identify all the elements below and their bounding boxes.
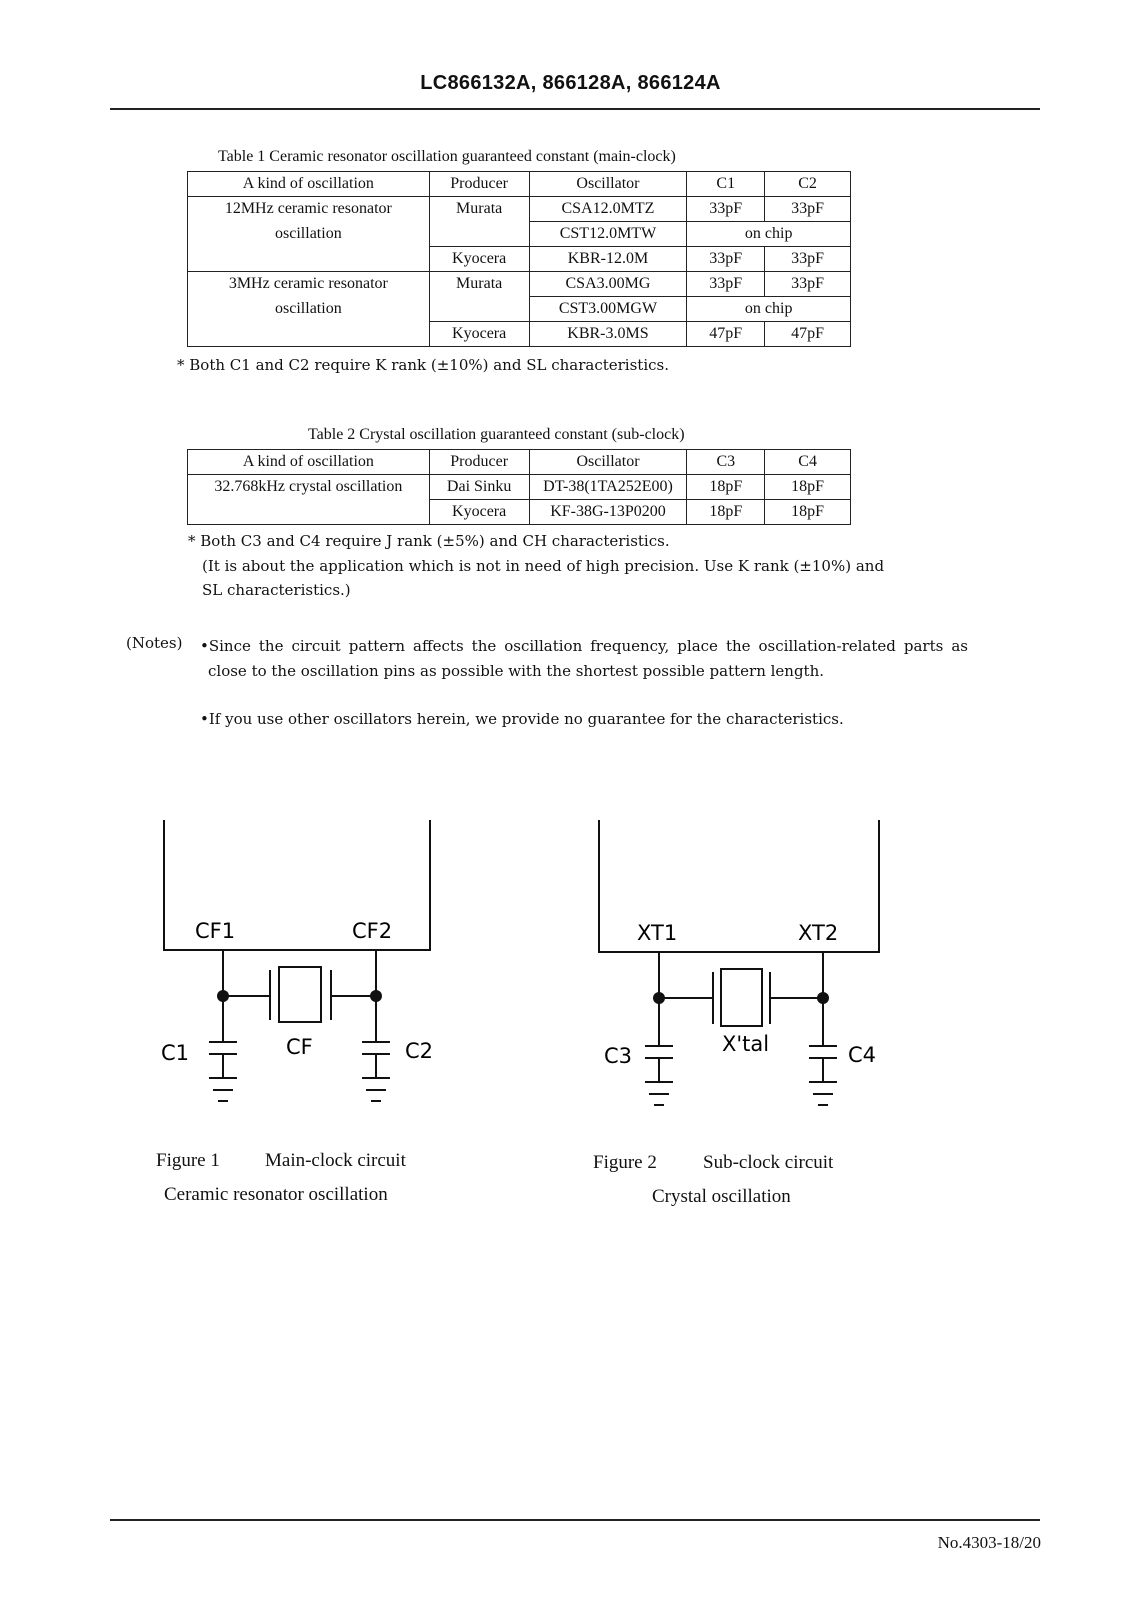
table-row <box>188 247 851 272</box>
table1-caps-cell: on chip <box>687 222 851 247</box>
table2-header-c4: C4 <box>765 450 851 475</box>
table2-producer-cell: Kyocera <box>429 500 529 525</box>
table-row <box>188 272 851 297</box>
table2-c4-cell: 18pF <box>765 500 851 525</box>
table1-oscillator-cell: CSA12.0MTZ <box>529 197 687 222</box>
table1-producer-cell: Murata <box>429 197 529 222</box>
table1-oscillator-cell: KBR-12.0M <box>529 247 687 272</box>
table1-header-c1: C1 <box>687 172 765 197</box>
table1-oscillator-cell: KBR-3.0MS <box>529 322 687 347</box>
table1-kind-cell: oscillation <box>188 297 430 322</box>
table1-kind-cell <box>188 247 430 272</box>
table1-kind-cell: oscillation <box>188 222 430 247</box>
table1-producer-cell: Murata <box>429 272 529 297</box>
table2-caption: Table 2 Crystal oscillation guaranteed constant (sub-clock) <box>308 426 685 443</box>
table2-producer-cell: Dai Sinku <box>429 475 529 500</box>
figure1-circuit-diagram <box>150 820 450 1120</box>
figure2-junction-right <box>817 992 829 1004</box>
table1-oscillator-cell: CSA3.00MG <box>529 272 687 297</box>
figure1-pin-cf2-label: CF2 <box>352 919 393 943</box>
table2-header-oscillator: Oscillator <box>529 450 687 475</box>
table2-header-row <box>188 450 851 475</box>
table2-kind-cell <box>188 500 430 525</box>
table1-c2-cell: 33pF <box>765 272 851 297</box>
table1-producer-cell: Kyocera <box>429 322 529 347</box>
page-header-title: LC866132A, 866128A, 866124A <box>420 72 721 94</box>
figure1-caption-subtitle: Ceramic resonator oscillation <box>164 1184 388 1205</box>
figure2-pin-xt2-label: XT2 <box>798 921 839 945</box>
table2-kind-cell: 32.768kHz crystal oscillation <box>188 475 430 500</box>
notes-label: (Notes) <box>126 634 183 652</box>
table1-header-row <box>188 172 851 197</box>
table1-c1-cell: 33pF <box>687 197 765 222</box>
table2-footnote: * Both C3 and C4 require J rank (±5%) and CH characteristics. <box>188 532 670 550</box>
table-row <box>188 475 851 500</box>
table1-c2-cell: 33pF <box>765 197 851 222</box>
table1-header-kind: A kind of oscillation <box>188 172 430 197</box>
figure1-cap-c2-label: C2 <box>405 1039 434 1063</box>
figure2-caption-number: Figure 2 <box>593 1152 657 1173</box>
table2-c3-cell: 18pF <box>687 475 765 500</box>
table2 <box>187 449 851 525</box>
figure1-resonator-body <box>279 967 321 1022</box>
table-row <box>188 222 851 247</box>
figure2-cap-c4-label: C4 <box>848 1043 877 1067</box>
table2-c4-cell: 18pF <box>765 475 851 500</box>
table1-kind-cell <box>188 322 430 347</box>
figure2-circuit-diagram <box>585 820 885 1120</box>
table1-c1-cell: 47pF <box>687 322 765 347</box>
figure1-resonator-label: CF <box>286 1035 313 1059</box>
notes-item-2: •If you use other oscillators herein, we provide no guarantee for the characteristics. <box>200 710 844 728</box>
table1-oscillator-cell: CST3.00MGW <box>529 297 687 322</box>
table1-producer-cell <box>429 297 529 322</box>
figure1-caption-title: Main-clock circuit <box>265 1150 406 1171</box>
figure2-caption-title: Sub-clock circuit <box>703 1152 834 1173</box>
table2-c3-cell: 18pF <box>687 500 765 525</box>
figure2-caption-subtitle: Crystal oscillation <box>652 1186 791 1207</box>
table1-c1-cell: 33pF <box>687 247 765 272</box>
figure1-caption-number: Figure 1 <box>156 1150 220 1171</box>
table1-caps-cell: on chip <box>687 297 851 322</box>
table2-oscillator-cell: DT-38(1TA252E00) <box>529 475 687 500</box>
table1-producer-cell <box>429 222 529 247</box>
table1-footnote: * Both C1 and C2 require K rank (±10%) and SL characteristics. <box>177 356 669 374</box>
table-row <box>188 197 851 222</box>
table1-header-c2: C2 <box>765 172 851 197</box>
table-row <box>188 297 851 322</box>
table1-oscillator-cell: CST12.0MTW <box>529 222 687 247</box>
figure1-cap-c1-label: C1 <box>161 1041 190 1065</box>
figure2-pin-xt1-label: XT1 <box>637 921 678 945</box>
notes-item-1: •Since the circuit pattern affects the oscillation frequency, place the oscillation-related parts as close to the oscillation pins as possible with the shortest possible pattern length. <box>200 637 968 680</box>
table1-c2-cell: 47pF <box>765 322 851 347</box>
table1-header-producer: Producer <box>429 172 529 197</box>
table1-header-oscillator: Oscillator <box>529 172 687 197</box>
figure1-pin-cf1-label: CF1 <box>195 919 236 943</box>
figure1-junction-right <box>370 990 382 1002</box>
table1-caption: Table 1 Ceramic resonator oscillation guaranteed constant (main-clock) <box>218 148 676 165</box>
table1-producer-cell: Kyocera <box>429 247 529 272</box>
figure2-crystal-body <box>721 969 762 1026</box>
table1-kind-cell: 3MHz ceramic resonator <box>188 272 430 297</box>
footer-rule <box>110 1519 1040 1521</box>
table1-c2-cell: 33pF <box>765 247 851 272</box>
figure2-junction-left <box>653 992 665 1004</box>
figure1-junction-left <box>217 990 229 1002</box>
figure2-crystal-label: X'tal <box>722 1032 770 1056</box>
table2-footnote-line2: (It is about the application which is not in need of high precision. Use K rank (±10%) and <box>202 557 885 575</box>
table2-header-c3: C3 <box>687 450 765 475</box>
page-number: No.4303-18/20 <box>937 1533 1041 1552</box>
table2-footnote-line3: SL characteristics.) <box>202 581 351 599</box>
table1 <box>187 171 851 347</box>
table-row <box>188 322 851 347</box>
table1-kind-cell: 12MHz ceramic resonator <box>188 197 430 222</box>
figure2-cap-c3-label: C3 <box>604 1044 633 1068</box>
table-row <box>188 500 851 525</box>
table2-header-producer: Producer <box>429 450 529 475</box>
table1-c1-cell: 33pF <box>687 272 765 297</box>
table2-oscillator-cell: KF-38G-13P0200 <box>529 500 687 525</box>
header-rule <box>110 108 1040 110</box>
table2-header-kind: A kind of oscillation <box>188 450 430 475</box>
